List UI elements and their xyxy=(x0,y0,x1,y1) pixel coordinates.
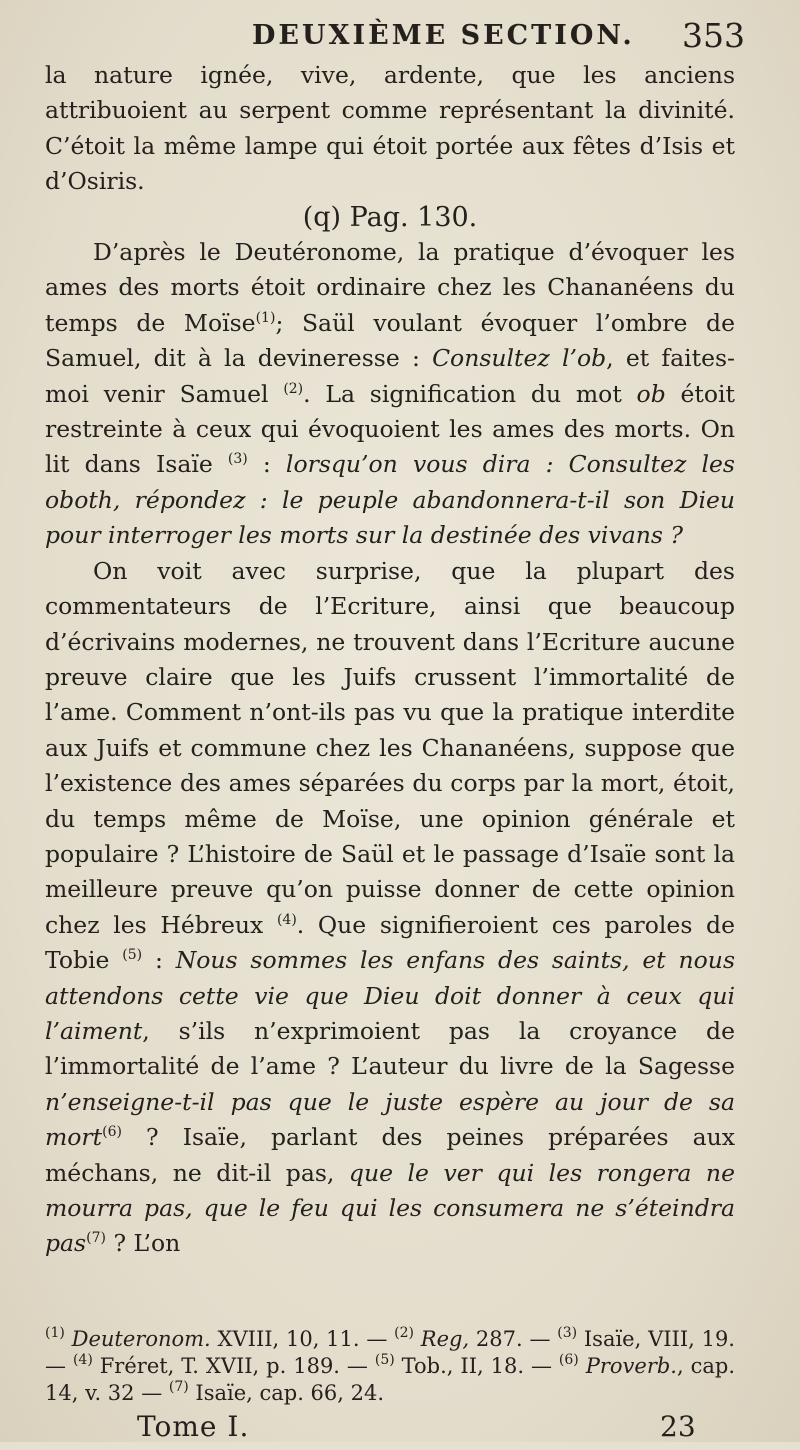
text-run: On voit avec surprise, que la plupart des commentateurs de l’Ecriture, ainsi que beaucoup d’écrivains modernes, ne trouvent dans l’Ecriture aucune preuve claire que les Juifs crussent l’immortalité de l’ame. Comment n’ont-ils pas vu que la pratique interdite aux Juifs et commune chez les Chananéens, suppose que l’existence des ames séparées du corps par la mort, étoit, du temps même de Moïse, une opinion générale et populaire ? L’histoire de Saül et le passage d’Isaïe sont la meilleure preuve qu’on puisse donner de cette opinion chez les Hébreux xyxy=(45,556,735,939)
footnote-text: Isaïe, cap. 66, 24. xyxy=(188,1381,385,1405)
text-run: . Que signifieroient ces paroles de Tobie xyxy=(45,910,735,975)
text-run: : xyxy=(142,946,176,975)
footnote-ref-6: (6) xyxy=(102,1124,122,1141)
italic-run: lorsqu’on vous dira : Consultez les oboth, répondez : le peuple abandonnera-t-il son Dieu pour interroger les morts sur la destinée des vivans ? xyxy=(45,450,735,550)
text-run: D’après le Deutéronome, la pratique d’évoquer les ames des morts étoit ordinaire chez les Chananéens du temps de Moïse xyxy=(45,238,735,337)
italic-run: que le ver qui les rongera ne mourra pas, que le feu qui les consumera ne s’éteindra pas xyxy=(45,1158,735,1258)
text-run: , s’ils n’exprimoient pas la croyance de l’immortalité de l’ame ? L’auteur du livre de la Sagesse xyxy=(45,1016,735,1081)
footnote-mark: (3) xyxy=(557,1325,578,1341)
body-text xyxy=(45,58,735,1262)
footnote-mark: (7) xyxy=(168,1379,189,1395)
footnote-mark: (4) xyxy=(72,1352,93,1368)
footnote-text: , cap. 14, v. 32 — xyxy=(45,1354,736,1405)
footnote-mark: (6) xyxy=(558,1352,579,1368)
footnote-italic: Reg, xyxy=(420,1327,470,1351)
italic-run: n’enseigne-t-il pas que le juste espère au jour de sa mort xyxy=(45,1087,735,1152)
signature-mark: Tome I. xyxy=(137,1410,250,1443)
text-run: . La signification du mot xyxy=(303,379,637,408)
footnote-text: Tob., II, 18. — xyxy=(394,1354,559,1378)
italic-run: Consultez l’ob xyxy=(432,344,607,373)
text-run: ; Saül voulant évoquer l’ombre de Samuel, dit à la devineresse : xyxy=(45,308,735,373)
text-run: : xyxy=(247,450,286,479)
footnote-ref-5: (5) xyxy=(122,947,143,964)
page-number: 353 xyxy=(682,16,745,55)
page-footer xyxy=(0,1410,800,1450)
footnote-ref-1: (1) xyxy=(255,309,276,326)
footnote-ref-2: (2) xyxy=(283,380,304,397)
footnote-mark: (5) xyxy=(374,1352,395,1368)
text-run: ? Isaïe, parlant des peines préparées aux méchans, ne dit-il pas, xyxy=(45,1123,735,1187)
running-title: DEUXIÈME SECTION. xyxy=(252,20,635,51)
section-heading: (q) Pag. 130. xyxy=(302,201,478,233)
footnote-italic: Deuteronom. xyxy=(71,1327,211,1351)
running-head xyxy=(0,14,800,54)
text-run: , et faites-moi venir Samuel xyxy=(45,344,735,408)
italic-run: Nous sommes les enfans des saints, et nous attendons cette vie que Dieu doit donner à ceux qui l’aiment xyxy=(45,946,736,1045)
footnotes xyxy=(45,1326,735,1407)
footnote-text: XVIII, 10, 11. — xyxy=(210,1327,395,1351)
footnote-italic: Proverb. xyxy=(585,1354,677,1378)
footnote-mark: (1) xyxy=(45,1325,65,1341)
footnote-text: 287. — xyxy=(469,1327,558,1351)
footnote-ref-7: (7) xyxy=(86,1230,106,1247)
italic-run: ob xyxy=(636,379,666,408)
footnote-ref-4: (4) xyxy=(276,911,297,928)
footnote-mark: (2) xyxy=(394,1325,414,1341)
footnote-ref-3: (3) xyxy=(227,451,248,468)
text-run: ? L’on xyxy=(105,1229,181,1258)
text-run: étoit restreinte à ceux qui évoquoient les ames des morts. On lit dans Isaïe xyxy=(45,379,735,479)
footnote-text: Fréret, T. XVII, p. 189. — xyxy=(92,1354,375,1378)
paragraph-continuation: la nature ignée, vive, ardente, que les anciens attribuoient au serpent comme représentant la divinité. C’étoit la même lampe qui étoit portée aux fêtes d’Isis et d’Osiris. xyxy=(45,61,735,196)
sheet-number: 23 xyxy=(660,1410,696,1443)
paragraph-commentateurs xyxy=(45,554,735,1262)
footnote-text: Isaïe, VIII, 19. — xyxy=(45,1327,735,1378)
paragraph-deuteronome xyxy=(45,235,735,554)
